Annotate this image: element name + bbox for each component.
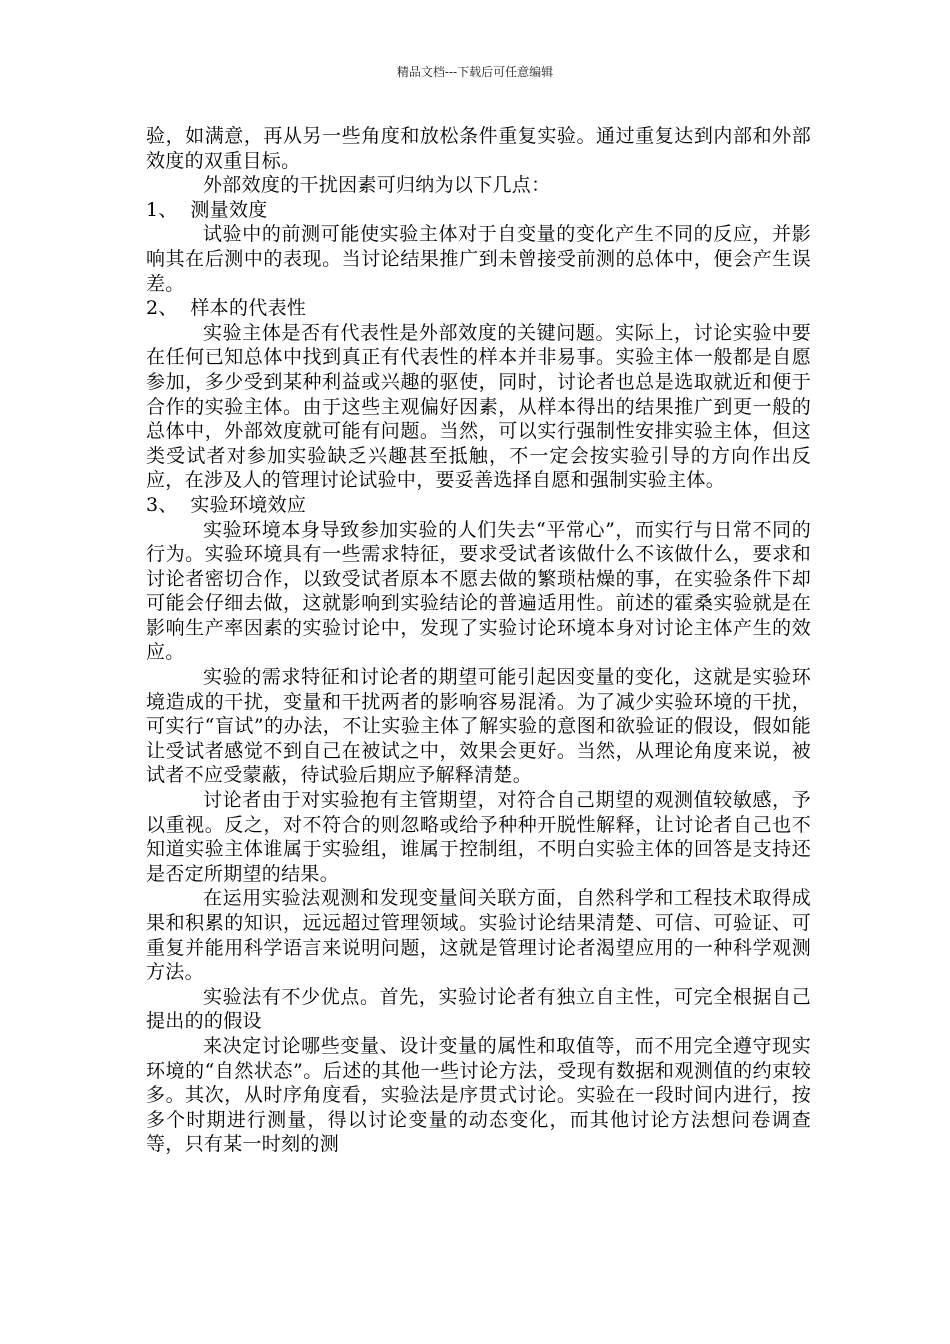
- paragraph: 实验主体是否有代表性是外部效度的关键问题。实际上，讨论实验中要在任何已知总体中找到真正有代表性的样本并非易事。实验主体一般都是自愿参加，多少受到某种利益或兴趣的驱使，同时，讨论者也总是选取就近和便于合作的实验主体。由于这些主观偏好因素，从样本得出的结果推广到更一般的总体中，外部效度就可能有问题。当然，可以实行强制性安排实验主体，但这类受试者对参加实验缺乏兴趣甚至抵触，不一定会按实验引导的方向作出反应，在涉及人的管理讨论试验中，要妥善选择自愿和强制实验主体。: [146, 321, 811, 492]
- document-body: [146, 124, 811, 1157]
- paragraph: 讨论者由于对实验抱有主管期望，对符合自己期望的观测值较敏感，予以重视。反之，对不符合的则忽略或给予种种开脱性解释，让讨论者自己也不知道实验主体谁属于实验组，谁属于控制组，不明白实验主体的回答是支持还是否定所期望的结果。: [146, 789, 811, 885]
- paragraph: 实验环境本身导致参加实验的人们失去“平常心”，而实行与日常不同的行为。实验环境具有一些需求特征，要求受试者该做什么不该做什么，要求和讨论者密切合作，以致受试者原本不愿去做的繁琐枯燥的事，在实验条件下却可能会仔细去做，这就影响到实验结论的普遍适用性。前述的霍桑实验就是在影响生产率因素的实验讨论中，发现了实验讨论环境本身对讨论主体产生的效应。: [146, 518, 811, 664]
- paragraph: 来决定讨论哪些变量、设计变量的属性和取值等，而不用完全遵守现实环境的“自然状态”。后述的其他一些讨论方法，受现有数据和观测值的约束较多。其次，从时序角度看，实验法是序贯式讨论。实验在一段时间内进行，按多个时期进行测量，得以讨论变量的动态变化，而其他讨论方法想问卷调查等，只有某一时刻的测: [146, 1034, 811, 1156]
- paragraph: 实验的需求特征和讨论者的期望可能引起因变量的变化，这就是实验环境造成的干扰，变量和干扰两者的影响容易混淆。为了减少实验环境的干扰，可实行“盲试”的办法，不让实验主体了解实验的意图和欲验证的假设，假如能让受试者感觉不到自己在被试之中，效果会更好。当然，从理论角度来说，被试者不应受蒙蔽，待试验后期应予解释清楚。: [146, 666, 811, 787]
- paragraph-intro: 外部效度的干扰因素可归纳为以下几点：: [203, 174, 551, 197]
- paragraph: 试验中的前测可能使实验主体对于自变量的变化产生不同的反应，并影响其在后测中的表现。当讨论结果推广到未曾接受前测的总体中，便会产生误差。: [146, 223, 811, 295]
- list-heading-1: 1、 测量效度: [146, 198, 268, 221]
- list-heading-2: 2、 样本的代表性: [146, 297, 307, 320]
- page-header: 精品文档---下载后可任意编辑: [396, 65, 554, 79]
- list-heading-3: 3、 实验环境效应: [146, 493, 307, 516]
- paragraph-continuation: 验，如满意，再从另一些角度和放松条件重复实验。通过重复达到内部和外部效度的双重目标。: [146, 125, 811, 172]
- paragraph: 实验法有不少优点。首先，实验讨论者有独立自主性，可完全根据自己提出的的假设: [146, 985, 811, 1033]
- paragraph: 在运用实验法观测和发现变量间关联方面，自然科学和工程技术取得成果和积累的知识，远远超过管理领域。实验讨论结果清楚、可信、可验证、可重复并能用科学语言来说明问题，这就是管理讨论者渴望应用的一种科学观测方法。: [146, 887, 811, 984]
